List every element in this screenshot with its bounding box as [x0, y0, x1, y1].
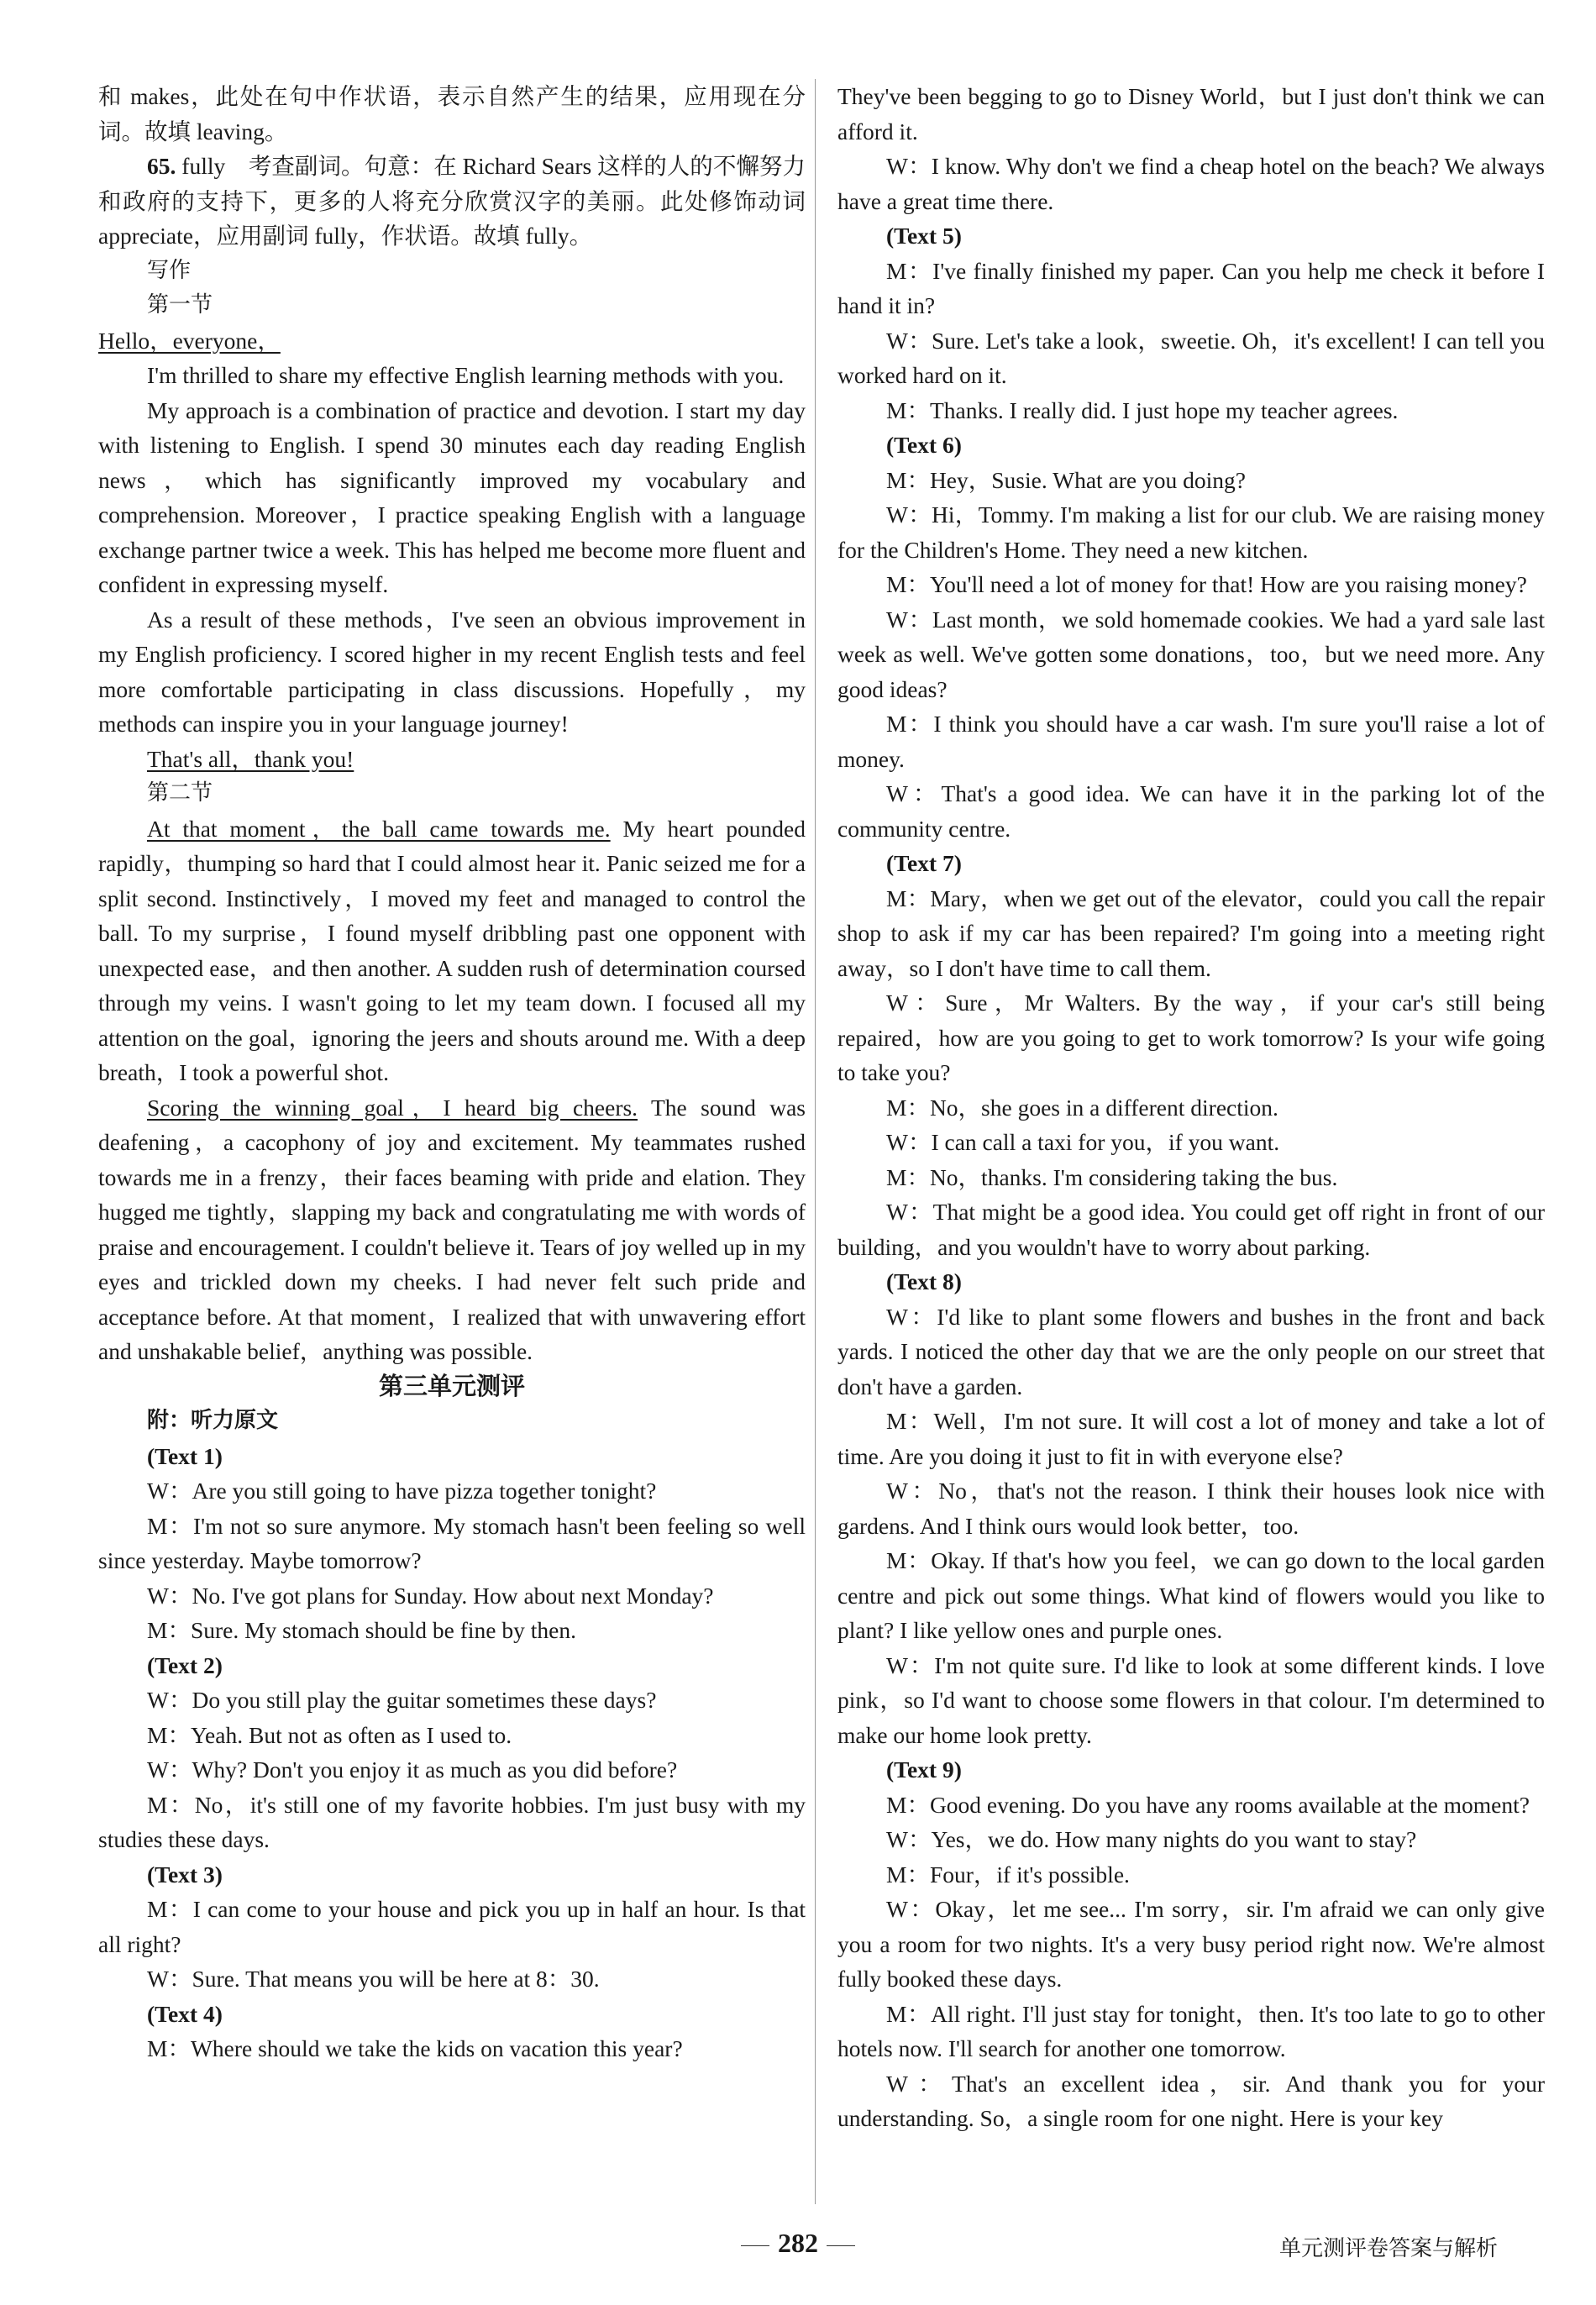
dialogue-line: W：That might be a good idea. You could get off right in front of our building，and you wouldn't have to worry about parking. — [837, 1199, 1545, 1260]
dialogue-line: M：You'll need a lot of money for that! How are you raising money? — [886, 571, 1527, 597]
text-label: (Text 1) — [147, 1442, 223, 1469]
text-label: (Text 2) — [147, 1651, 223, 1678]
dialogue-line: W：Yes，we do. How many nights do you want to stay? — [886, 1826, 1417, 1852]
dialogue-line: M：Four，if it's possible. — [886, 1861, 1130, 1888]
text-label: (Text 5) — [886, 223, 962, 249]
section-heading-part1: 第一节 — [147, 292, 213, 318]
dialogue-line: W：Hi，Tommy. I'm making a list for our club. We are raising money for the Children's Home. They need a new kitchen. — [837, 501, 1545, 563]
dialogue-line: W：No. I've got plans for Sunday. How about next Monday? — [147, 1582, 714, 1609]
text-label: (Text 9) — [886, 1756, 962, 1783]
answer-65 — [98, 149, 806, 254]
dialogue-line: W：Last month，we sold homemade cookies. We had a yard sale last week as well. We've gotten some donations，too，but we need more. Any good ideas? — [837, 606, 1545, 702]
dialogue-line: M：Okay. If that's how you feel，we can go down to the local garden centre and pick out some things. What kind of flowers would you like to plant? I like yellow ones and purple ones. — [837, 1547, 1545, 1643]
dash-right — [827, 2245, 855, 2246]
dialogue-line: M：No，it's still one of my favorite hobbies. I'm just busy with my studies these days. — [98, 1791, 806, 1852]
essay-paragraph: My approach is a combination of practice and devotion. I start my day with listening to English. I spend 30 minutes each day reading English news，which has significantly improved my vocabulary and comprehension. Moreover，I practice speaking English with a language exchange partner twice a week. This has helped me become more fluent and confident in expressing myself. — [98, 396, 806, 597]
essay-paragraph: As a result of these methods，I've seen an obvious improvement in my English proficiency. I scored higher in my recent English tests and feel more comfortable participating in class discussions. Hopefully，my methods can inspire you in your language journey! — [98, 606, 806, 737]
dialogue-line: M：I think you should have a car wash. I'm sure you'll raise a lot of money. — [837, 711, 1545, 772]
dialogue-line: W：I know. Why don't we find a cheap hotel on the beach? We always have a great time there. — [837, 153, 1545, 214]
dialogue-line: M：Good evening. Do you have any rooms available at the moment? — [886, 1791, 1530, 1818]
text-label: (Text 8) — [886, 1268, 962, 1294]
dialogue-line: W：Do you still play the guitar sometimes these days? — [147, 1687, 657, 1713]
dialogue-line: W：Sure. Let's take a look，sweetie. Oh，it's excellent! I can tell you worked hard on it. — [837, 327, 1545, 388]
dialogue-line: W：That's a good idea. We can have it in the parking lot of the community centre. — [837, 780, 1545, 842]
unit-title: 第三单元测评 — [378, 1371, 525, 1400]
left-column — [98, 79, 806, 2066]
given-sentence: At that moment，the ball came towards me. — [147, 815, 611, 842]
dialogue-line: W：That's an excellent idea，sir. And thank you for your understanding. So，a single room for one night. Here is your key — [837, 2070, 1545, 2131]
footer-section-title: 单元测评卷答案与解析 — [1278, 2236, 1498, 2261]
dialogue-line: M：Mary，when we get out of the elevator，could you call the repair shop to ask if my car has been repaired? I'm going into a meeting right away，so I don't have time to call them. — [837, 885, 1545, 981]
dialogue-line: M：Yeah. But not as often as I used to. — [147, 1721, 512, 1748]
question-number: 65. — [147, 153, 176, 179]
essay-paragraph: I'm thrilled to share my effective English learning methods with you. — [147, 362, 785, 388]
dialogue-line: M：Well，I'm not sure. It will cost a lot of money and take a lot of time. Are you doing it just to fit in with everyone else? — [837, 1408, 1545, 1469]
text-label: (Text 3) — [147, 1861, 223, 1888]
text-label: (Text 4) — [147, 2000, 223, 2027]
appendix-heading: 附：听力原文 — [147, 1408, 279, 1433]
dash-left — [741, 2245, 769, 2246]
dialogue-line: M：Thanks. I really did. I just hope my teacher agrees. — [886, 396, 1399, 423]
answer-paragraph: 和 makes，此处在句中作状语，表示自然产生的结果，应用现在分词。故填 leaving。 — [98, 83, 806, 144]
section-heading-writing: 写作 — [147, 257, 192, 283]
dialogue-line: They've been begging to go to Disney World，but I just don't think we can afford it. — [837, 83, 1545, 144]
dialogue-line: M：Hey，Susie. What are you doing? — [886, 466, 1246, 493]
dialogue-line: M：Sure. My stomach should be fine by then. — [147, 1617, 576, 1643]
dialogue-line: W：I'm not quite sure. I'd like to look at some different kinds. I love pink，so I'd want to choose some flowers in that colour. I'm determined to make our home look pretty. — [837, 1651, 1545, 1748]
story-paragraph: Scoring the winning goal，I heard big cheers. The sound was deafening，a cacophony of joy and excitement. My teammates rushed towards me in a frenzy，their faces beaming with pride and elation. They hugged me tightly，slapping my back and congratulating me with words of praise and encouragement. I couldn't believe it. Tears of joy welled up in my eyes and trickled down my cheeks. I had never felt such pride and acceptance before. At that moment，I realized that with unwavering effort and unshakable belief，anything was possible. — [98, 1094, 806, 1364]
essay-greeting: Hello，everyone， — [98, 327, 281, 354]
dialogue-line: M：Where should we take the kids on vacation this year? — [147, 2035, 683, 2061]
dialogue-line: W：Are you still going to have pizza together tonight? — [147, 1478, 657, 1504]
dialogue-line: W：Sure，Mr Walters. By the way，if your car's still being repaired，how are you going to get to work tomorrow? Is your wife going to take you? — [837, 990, 1545, 1085]
dialogue-line: M：No，thanks. I'm considering taking the bus. — [886, 1163, 1338, 1190]
dialogue-line: W：No，that's not the reason. I think their houses look nice with gardens. And I think ours would look better，too. — [837, 1478, 1545, 1539]
given-sentence: Scoring the winning goal，I heard big cheers. — [147, 1094, 638, 1121]
text-label: (Text 7) — [886, 850, 962, 876]
page-footer — [0, 2228, 1596, 2270]
dialogue-line: W：I can call a taxi for you，if you want. — [886, 1129, 1280, 1155]
dialogue-line: W：Why? Don't you enjoy it as much as you did before? — [147, 1756, 678, 1783]
text-label: (Text 6) — [886, 432, 962, 458]
dialogue-line: W：Okay，let me see... I'm sorry，sir. I'm afraid we can only give you a room for two nights. It's a very busy period right now. We're almost fully booked these days. — [837, 1896, 1545, 1992]
dialogue-line: M：All right. I'll just stay for tonight，then. It's too late to go to other hotels now. I'll search for another one tomorrow. — [837, 2000, 1545, 2061]
dialogue-line: M：I'm not so sure anymore. My stomach hasn't been feeling so well since yesterday. Maybe tomorrow? — [98, 1512, 806, 1573]
essay-closing: That's all，thank you! — [147, 745, 354, 772]
section-heading-part2: 第二节 — [147, 780, 213, 806]
dialogue-line: W：I'd like to plant some flowers and bushes in the front and back yards. I noticed the other day that we are the only people on our street that don't have a garden. — [837, 1303, 1545, 1399]
page-number: 282 — [731, 2228, 865, 2259]
right-column — [837, 79, 1545, 2136]
answer-65-text: fully 考查副词。句意：在 Richard Sears 这样的人的不懈努力和政府的支持下，更多的人将充分欣赏汉字的美丽。此处修饰动词 appreciate，应用副词 fully，作状语。故填 fully。 — [98, 153, 806, 249]
dialogue-line: M：I can come to your house and pick you up in half an hour. Is that all right? — [98, 1896, 806, 1957]
story-paragraph: At that moment，the ball came towards me. My heart pounded rapidly，thumping so hard that I could almost hear it. Panic seized me for a split second. Instinctively，I moved my feet and managed to control the ball. To my surprise，I found myself dribbling past one opponent with unexpected ease，and then another. A sudden rush of determination coursed through my veins. I wasn't going to let my team down. I focused all my attention on the goal，ignoring the jeers and shouts around me. With a deep breath，I took a powerful shot. — [98, 815, 806, 1085]
dialogue-line: W：Sure. That means you will be here at 8：30. — [147, 1966, 600, 1992]
column-divider — [815, 79, 816, 2204]
dialogue-line: M：No，she goes in a different direction. — [886, 1094, 1278, 1121]
dialogue-line: M：I've finally finished my paper. Can you help me check it before I hand it in? — [837, 257, 1545, 318]
